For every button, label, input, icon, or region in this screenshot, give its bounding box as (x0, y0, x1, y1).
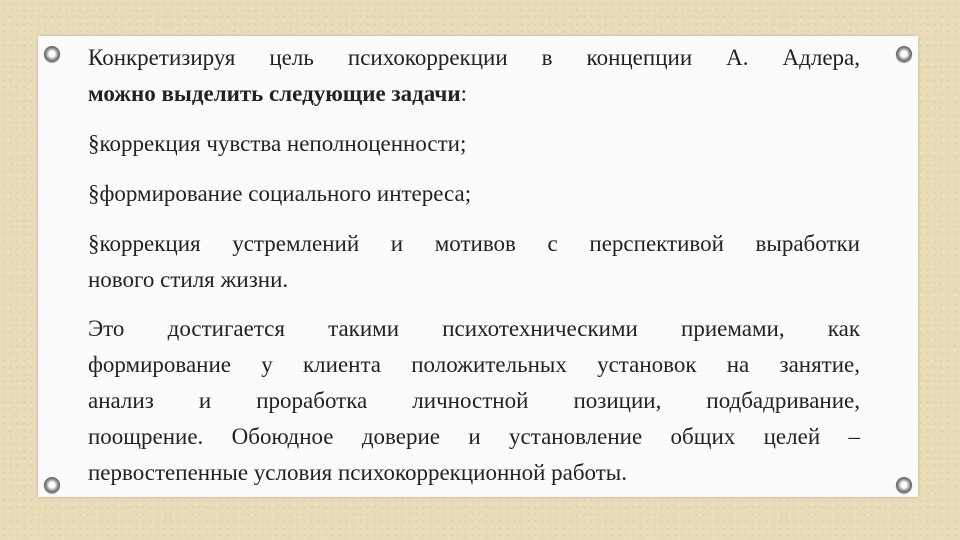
slide-text (88, 40, 860, 491)
task-item-line-1: §коррекция устремлений и мотивов с перспективой выработки (88, 231, 860, 256)
conclusion-line: первостепенные условия психокоррекционной работы. (88, 460, 627, 485)
intro-line-1: Конкретизируя цель психокоррекции в концепции А. Адлера, (88, 45, 860, 70)
intro-bold-text: можно выделить следующие задачи (88, 81, 461, 106)
intro-line-2 (88, 76, 860, 112)
pin-icon (44, 46, 60, 62)
task-item-line-2: нового стиля жизни. (88, 267, 289, 292)
conclusion-line: формирование у клиента положительных установок на занятие, (88, 352, 860, 377)
conclusion-line: анализ и проработка личностной позиции, подбадривание, (88, 388, 860, 413)
pin-icon (896, 46, 912, 62)
pin-icon (896, 477, 912, 493)
pin-icon (44, 477, 60, 493)
conclusion-line: поощрение. Обоюдное доверие и установление общих целей – (88, 424, 860, 449)
conclusion-line: Это достигается такими психотехническими приемами, как (88, 316, 860, 341)
task-item: §коррекция чувства неполноценности; (88, 131, 467, 156)
intro-colon: : (460, 81, 467, 106)
task-item: §формирование социального интереса; (88, 181, 472, 206)
